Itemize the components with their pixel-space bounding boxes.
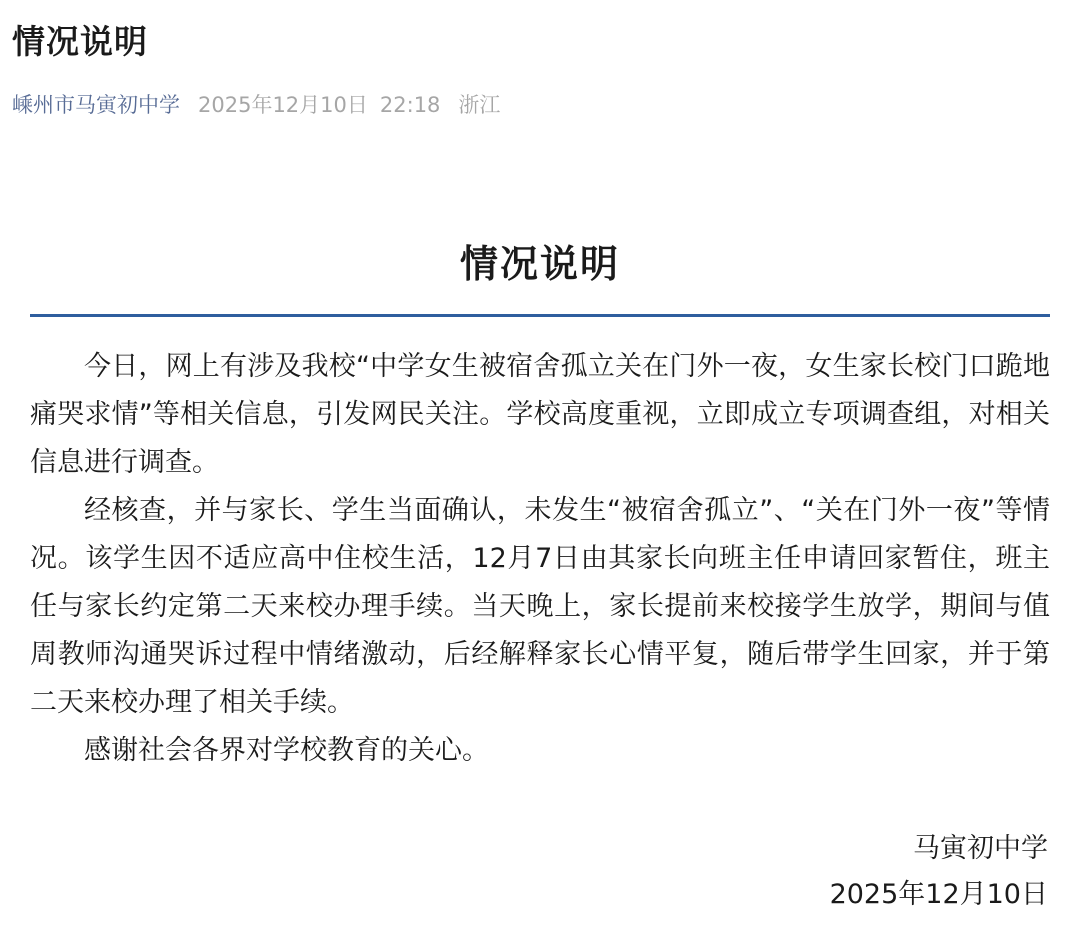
- paragraph-thanks: 感谢社会各界对学校教育的关心。: [84, 735, 489, 766]
- document-signature: [830, 826, 1048, 918]
- publish-date: 2025年12月10日: [198, 93, 368, 117]
- article-meta: [12, 88, 500, 122]
- paragraph-intro: 今日，网上有涉及我校“中学女生被宿舍孤立关在门外一夜，女生家长校门口跪地痛哭求情”等相关信息，引发网民关注。学校高度重视，立即成立专项调查组，对相关信息进行调查。: [30, 351, 1050, 478]
- publish-time: 22:18: [379, 93, 441, 117]
- document-body: [30, 343, 1050, 775]
- account-name-link[interactable]: 嵊州市马寅初中学: [12, 93, 180, 117]
- heading-divider: [30, 314, 1050, 317]
- signature-date: 2025年12月10日: [829, 879, 1048, 910]
- document-heading: 情况说明: [459, 242, 620, 286]
- paragraph-findings: 经核查，并与家长、学生当面确认，未发生“被宿舍孤立”、“关在门外一夜”等情况。该学生因不适应高中住校生活，12月7日由其家长向班主任申请回家暂住，班主任与家长约定第二天来校办理手续。当天晚上，家长提前来校接学生放学，期间与值周教师沟通哭诉过程中情绪激动，后经解释家长心情平复，随后带学生回家，并于第二天来校办理了相关手续。: [30, 495, 1050, 718]
- publish-location: 浙江: [458, 93, 501, 117]
- article-title: 情况说明: [12, 22, 148, 61]
- signature-organization: 马寅初中学: [913, 833, 1048, 864]
